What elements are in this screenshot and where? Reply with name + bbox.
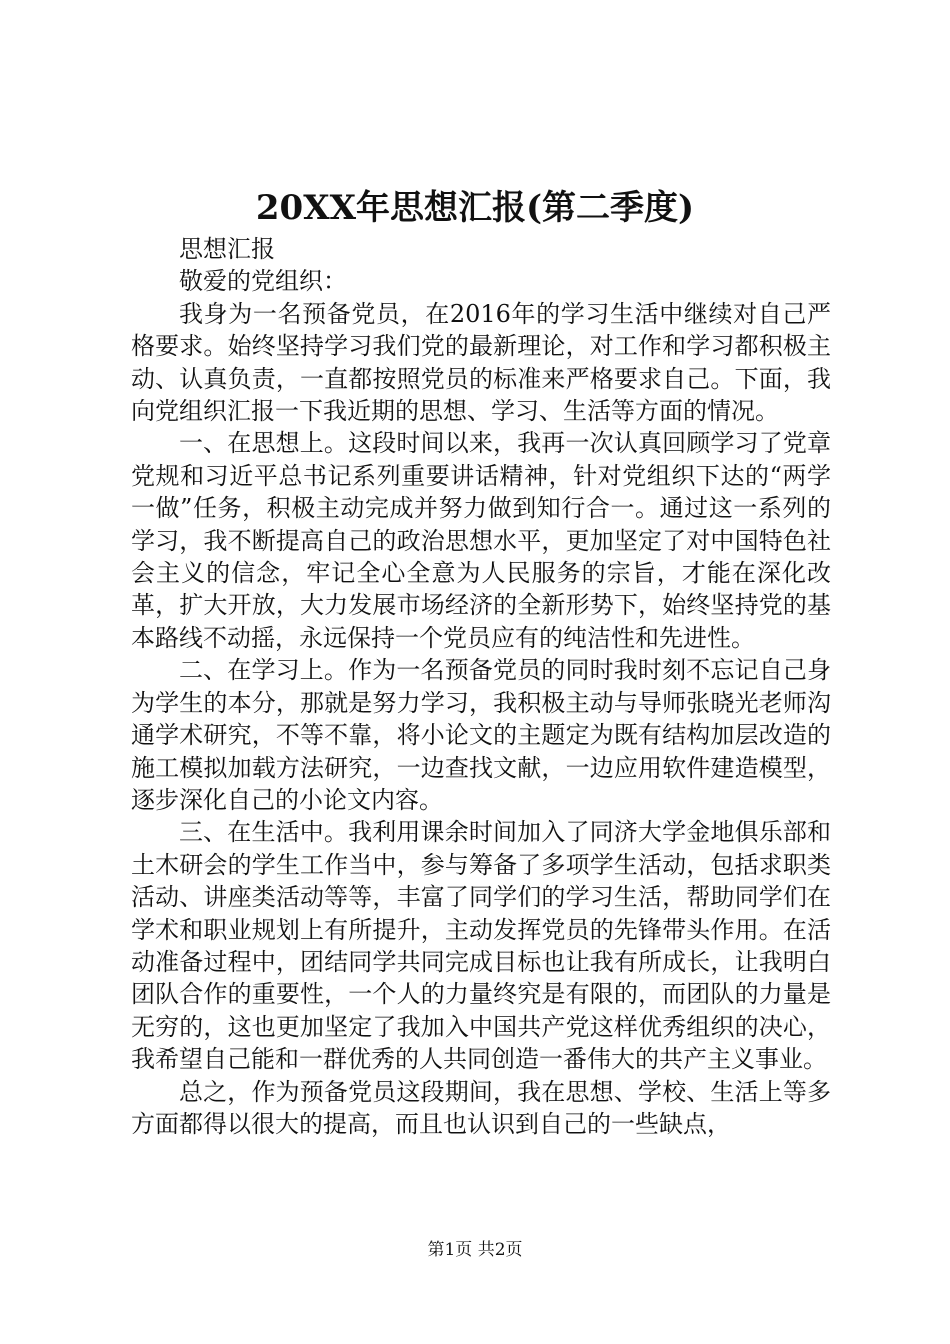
paragraph-heading: 思想汇报	[179, 235, 275, 263]
document-title: 20XX年思想汇报(第二季度)	[255, 188, 695, 228]
paragraph-salutation: 敬爱的党组织：	[179, 267, 347, 296]
paragraph-intro: 我身为一名预备党员，在2016年的学习生活中继续对自己严格要求。始终坚持学习我们党的最新理论，对工作和学习都积极主动、认真负责，一直都按照党员的标准来严格要求自己。下面，我向党组织汇报一下我近期的思想、学习、生活等方面的情况。	[131, 299, 831, 426]
page-number-footer: 第1页 共2页	[427, 1240, 523, 1260]
paragraph-summary: 总之，作为预备党员这段期间，我在思想、学校、生活上等多方面都得以很大的提高，而且也认识到自己的一些缺点，	[131, 1077, 831, 1138]
paragraph-life: 三、在生活中。我利用课余时间加入了同济大学金地俱乐部和土木研会的学生工作当中，参与筹备了多项学生活动，包括求职类活动、讲座类活动等等，丰富了同学们的学习生活，帮助同学们在学术和职业规划上有所提升，主动发挥党员的先锋带头作用。在活动准备过程中，团结同学共同完成目标也让我有所成长，让我明白团队合作的重要性，一个人的力量终究是有限的，而团队的力量是无穷的，这也更加坚定了我加入中国共产党这样优秀组织的决心，我希望自己能和一群优秀的人共同创造一番伟大的共产主义事业。	[131, 818, 831, 1074]
document-body	[131, 233, 831, 1140]
paragraph-study: 二、在学习上。作为一名预备党员的同时我时刻不忘记自己身为学生的本分，那就是努力学习，我积极主动与导师张晓光老师沟通学术研究，不等不靠，将小论文的主题定为既有结构加层改造的施工模拟加载方法研究，一边查找文献，一边应用软件建造模型，逐步深化自己的小论文内容。	[131, 656, 831, 814]
paragraph-thought: 一、在思想上。这段时间以来，我再一次认真回顾学习了党章党规和习近平总书记系列重要讲话精神，针对党组织下达的“两学一做”任务，积极主动完成并努力做到知行合一。通过这一系列的学习，我不断提高自己的政治思想水平，更加坚定了对中国特色社会主义的信念，牢记全心全意为人民服务的宗旨，才能在深化改革，扩大开放，大力发展市场经济的全新形势下，始终坚持党的基本路线不动摇，永远保持一个党员应有的纯洁性和先进性。	[131, 429, 831, 652]
